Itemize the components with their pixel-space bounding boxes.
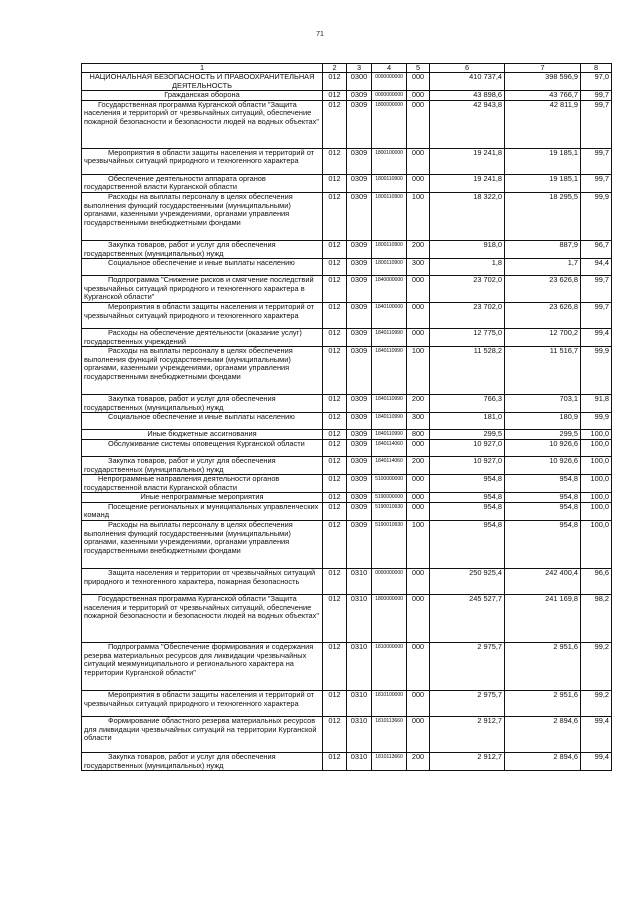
percent-cell: 99,9 — [581, 192, 612, 240]
ministry-code-cell: 012 — [323, 475, 347, 493]
ministry-code-cell: 012 — [323, 493, 347, 503]
budget-table — [81, 63, 612, 771]
target-article-cell: 1810113660 — [372, 717, 407, 753]
target-article-cell: 1840110990 — [372, 430, 407, 440]
target-article-cell: 1840110990 — [372, 328, 407, 346]
expense-type-cell: 100 — [407, 521, 430, 569]
expense-type-cell: 000 — [407, 691, 430, 717]
section-code-cell: 0309 — [347, 174, 372, 192]
section-code-cell: 0310 — [347, 753, 372, 771]
table-row — [82, 328, 612, 346]
row-name-cell: Непрограммные направления деятельности органов государственной власти Курганской области — [82, 475, 323, 493]
actual-amount-cell: 2 894,6 — [505, 717, 581, 753]
target-article-cell: 1840114060 — [372, 456, 407, 474]
plan-amount-cell: 19 241,8 — [430, 148, 505, 174]
percent-cell: 100,0 — [581, 493, 612, 503]
row-name-cell: Закупка товаров, работ и услуг для обеспечения государственных (муниципальных) нужд — [82, 753, 323, 771]
table-row — [82, 430, 612, 440]
row-name-cell: НАЦИОНАЛЬНАЯ БЕЗОПАСНОСТЬ И ПРАВООХРАНИТЕЛЬНАЯ ДЕЯТЕЛЬНОСТЬ — [82, 73, 323, 91]
section-code-cell: 0309 — [347, 439, 372, 456]
table-row — [82, 276, 612, 303]
expense-type-cell: 000 — [407, 439, 430, 456]
row-name-cell: Подпрограмма "Обеспечение формирования и содержания резерва материальных ресурсов для ликвидации чрезвычайных ситуаций межмуниципального и регионального характера на территории Курганской области" — [82, 643, 323, 691]
target-article-cell: 1800100000 — [372, 148, 407, 174]
percent-cell: 99,2 — [581, 643, 612, 691]
header-row — [82, 64, 612, 73]
plan-amount-cell: 10 927,0 — [430, 456, 505, 474]
header-cell: 5 — [407, 64, 430, 73]
target-article-cell: 5190010930 — [372, 502, 407, 520]
expense-type-cell: 300 — [407, 413, 430, 430]
table-row — [82, 643, 612, 691]
expense-type-cell: 100 — [407, 347, 430, 395]
row-name-cell: Расходы на выплаты персоналу в целях обеспечения выполнения функций государственными (муниципальными) органами, казенными учреждениями, органами управления государственными внебюджетными фондами — [82, 347, 323, 395]
percent-cell: 99,9 — [581, 347, 612, 395]
actual-amount-cell: 10 926,6 — [505, 439, 581, 456]
expense-type-cell: 000 — [407, 148, 430, 174]
header-cell: 8 — [581, 64, 612, 73]
section-code-cell: 0310 — [347, 595, 372, 643]
table-row — [82, 240, 612, 258]
row-name-cell: Социальное обеспечение и иные выплаты населению — [82, 259, 323, 276]
expense-type-cell: 200 — [407, 456, 430, 474]
expense-type-cell: 000 — [407, 276, 430, 303]
percent-cell: 99,7 — [581, 302, 612, 328]
table-row — [82, 569, 612, 595]
plan-amount-cell: 2 975,7 — [430, 691, 505, 717]
target-article-cell: 1800110900 — [372, 192, 407, 240]
row-name-cell: Расходы на выплаты персоналу в целях обеспечения выполнения функций государственными (муниципальными) органами, казенными учреждениями, органами управления государственными внебюджетными фондами — [82, 192, 323, 240]
table-body — [82, 73, 612, 771]
target-article-cell: 1800000000 — [372, 595, 407, 643]
section-code-cell: 0309 — [347, 395, 372, 413]
plan-amount-cell: 23 702,0 — [430, 276, 505, 303]
header-cell: 4 — [372, 64, 407, 73]
target-article-cell: 1800110900 — [372, 174, 407, 192]
table-row — [82, 691, 612, 717]
target-article-cell: 1800000000 — [372, 100, 407, 148]
actual-amount-cell: 954,8 — [505, 521, 581, 569]
section-code-cell: 0309 — [347, 240, 372, 258]
target-article-cell: 1840114060 — [372, 439, 407, 456]
table-row — [82, 753, 612, 771]
row-name-cell: Гражданская оборона — [82, 91, 323, 101]
ministry-code-cell: 012 — [323, 569, 347, 595]
plan-amount-cell: 410 737,4 — [430, 73, 505, 91]
expense-type-cell: 000 — [407, 493, 430, 503]
actual-amount-cell: 2 951,6 — [505, 691, 581, 717]
expense-type-cell: 200 — [407, 240, 430, 258]
ministry-code-cell: 012 — [323, 395, 347, 413]
section-code-cell: 0309 — [347, 521, 372, 569]
plan-amount-cell: 954,8 — [430, 502, 505, 520]
expense-type-cell: 000 — [407, 643, 430, 691]
actual-amount-cell: 299,5 — [505, 430, 581, 440]
percent-cell: 100,0 — [581, 475, 612, 493]
actual-amount-cell: 23 626,8 — [505, 302, 581, 328]
plan-amount-cell: 954,8 — [430, 493, 505, 503]
table-row — [82, 413, 612, 430]
target-article-cell: 1840110990 — [372, 347, 407, 395]
table-row — [82, 502, 612, 520]
table-row — [82, 259, 612, 276]
actual-amount-cell: 18 295,5 — [505, 192, 581, 240]
ministry-code-cell: 012 — [323, 328, 347, 346]
ministry-code-cell: 012 — [323, 276, 347, 303]
row-name-cell: Иные бюджетные ассигнования — [82, 430, 323, 440]
table-row — [82, 439, 612, 456]
table-row — [82, 521, 612, 569]
ministry-code-cell: 012 — [323, 259, 347, 276]
table-row — [82, 302, 612, 328]
actual-amount-cell: 703,1 — [505, 395, 581, 413]
percent-cell: 99,7 — [581, 100, 612, 148]
header-cell: 7 — [505, 64, 581, 73]
plan-amount-cell: 11 528,2 — [430, 347, 505, 395]
ministry-code-cell: 012 — [323, 430, 347, 440]
actual-amount-cell: 954,8 — [505, 493, 581, 503]
plan-amount-cell: 954,8 — [430, 521, 505, 569]
expense-type-cell: 100 — [407, 192, 430, 240]
percent-cell: 99,4 — [581, 328, 612, 346]
plan-amount-cell: 299,5 — [430, 430, 505, 440]
ministry-code-cell: 012 — [323, 456, 347, 474]
actual-amount-cell: 1,7 — [505, 259, 581, 276]
ministry-code-cell: 012 — [323, 100, 347, 148]
actual-amount-cell: 19 185,1 — [505, 174, 581, 192]
target-article-cell: 5100000000 — [372, 475, 407, 493]
row-name-cell: Государственная программа Курганской области "Защита населения и территорий от чрезвычайных ситуаций, обеспечение пожарной безопасности и безопасности людей на водных объектах" — [82, 100, 323, 148]
plan-amount-cell: 2 912,7 — [430, 753, 505, 771]
section-code-cell: 0309 — [347, 493, 372, 503]
expense-type-cell: 000 — [407, 569, 430, 595]
ministry-code-cell: 012 — [323, 691, 347, 717]
percent-cell: 99,7 — [581, 174, 612, 192]
ministry-code-cell: 012 — [323, 302, 347, 328]
expense-type-cell: 000 — [407, 91, 430, 101]
actual-amount-cell: 398 596,9 — [505, 73, 581, 91]
target-article-cell: 1810113660 — [372, 753, 407, 771]
header-cell: 1 — [82, 64, 323, 73]
plan-amount-cell: 2 912,7 — [430, 717, 505, 753]
actual-amount-cell: 954,8 — [505, 475, 581, 493]
target-article-cell: 1810000000 — [372, 643, 407, 691]
actual-amount-cell: 19 185,1 — [505, 148, 581, 174]
percent-cell: 98,2 — [581, 595, 612, 643]
section-code-cell: 0309 — [347, 100, 372, 148]
ministry-code-cell: 012 — [323, 240, 347, 258]
percent-cell: 99,7 — [581, 91, 612, 101]
section-code-cell: 0309 — [347, 259, 372, 276]
expense-type-cell: 000 — [407, 73, 430, 91]
section-code-cell: 0309 — [347, 502, 372, 520]
target-article-cell: 1810100000 — [372, 691, 407, 717]
target-article-cell: 1800110900 — [372, 240, 407, 258]
table-row — [82, 717, 612, 753]
plan-amount-cell: 250 925,4 — [430, 569, 505, 595]
expense-type-cell: 200 — [407, 753, 430, 771]
actual-amount-cell: 10 926,6 — [505, 456, 581, 474]
plan-amount-cell: 10 927,0 — [430, 439, 505, 456]
percent-cell: 100,0 — [581, 456, 612, 474]
percent-cell: 99,4 — [581, 717, 612, 753]
expense-type-cell: 000 — [407, 328, 430, 346]
row-name-cell: Закупка товаров, работ и услуг для обеспечения государственных (муниципальных) нужд — [82, 456, 323, 474]
plan-amount-cell: 1,8 — [430, 259, 505, 276]
ministry-code-cell: 012 — [323, 347, 347, 395]
section-code-cell: 0310 — [347, 691, 372, 717]
plan-amount-cell: 954,8 — [430, 475, 505, 493]
row-name-cell: Социальное обеспечение и иные выплаты населению — [82, 413, 323, 430]
row-name-cell: Мероприятия в области защиты населения и территорий от чрезвычайных ситуаций природного и техногенного характера — [82, 691, 323, 717]
header-cell: 2 — [323, 64, 347, 73]
actual-amount-cell: 23 626,8 — [505, 276, 581, 303]
ministry-code-cell: 012 — [323, 192, 347, 240]
table-row — [82, 347, 612, 395]
section-code-cell: 0309 — [347, 302, 372, 328]
expense-type-cell: 000 — [407, 595, 430, 643]
table-row — [82, 174, 612, 192]
header-cell: 6 — [430, 64, 505, 73]
row-name-cell: Мероприятия в области защиты населения и территорий от чрезвычайных ситуаций природного и техногенного характера — [82, 148, 323, 174]
ministry-code-cell: 012 — [323, 595, 347, 643]
section-code-cell: 0310 — [347, 643, 372, 691]
percent-cell: 97,0 — [581, 73, 612, 91]
plan-amount-cell: 181,0 — [430, 413, 505, 430]
ministry-code-cell: 012 — [323, 439, 347, 456]
plan-amount-cell: 12 775,0 — [430, 328, 505, 346]
percent-cell: 99,4 — [581, 753, 612, 771]
plan-amount-cell: 42 943,8 — [430, 100, 505, 148]
actual-amount-cell: 42 811,9 — [505, 100, 581, 148]
section-code-cell: 0300 — [347, 73, 372, 91]
actual-amount-cell: 43 766,7 — [505, 91, 581, 101]
section-code-cell: 0309 — [347, 430, 372, 440]
section-code-cell: 0309 — [347, 91, 372, 101]
plan-amount-cell: 245 527,7 — [430, 595, 505, 643]
row-name-cell: Обслуживание системы оповещения Курганской области — [82, 439, 323, 456]
actual-amount-cell: 954,8 — [505, 502, 581, 520]
expense-type-cell: 000 — [407, 475, 430, 493]
row-name-cell: Обеспечение деятельности аппарата органов государственной власти Курганской области — [82, 174, 323, 192]
row-name-cell: Расходы на выплаты персоналу в целях обеспечения выполнения функций государственными (муниципальными) органами, казенными учреждениями, органами управления государственными внебюджетными фондами — [82, 521, 323, 569]
header-cell: 3 — [347, 64, 372, 73]
actual-amount-cell: 11 516,7 — [505, 347, 581, 395]
row-name-cell: Иные непрограммные мероприятия — [82, 493, 323, 503]
ministry-code-cell: 012 — [323, 91, 347, 101]
ministry-code-cell: 012 — [323, 413, 347, 430]
target-article-cell: 1840110990 — [372, 413, 407, 430]
percent-cell: 100,0 — [581, 439, 612, 456]
expense-type-cell: 000 — [407, 302, 430, 328]
actual-amount-cell: 887,9 — [505, 240, 581, 258]
row-name-cell: Мероприятия в области защиты населения и территорий от чрезвычайных ситуаций природного и техногенного характера — [82, 302, 323, 328]
ministry-code-cell: 012 — [323, 73, 347, 91]
table-row — [82, 100, 612, 148]
row-name-cell: Государственная программа Курганской области "Защита населения и территорий от чрезвычайных ситуаций, обеспечение пожарной безопасности и безопасности людей на водных объектах" — [82, 595, 323, 643]
target-article-cell: 1800110900 — [372, 259, 407, 276]
expense-type-cell: 000 — [407, 174, 430, 192]
plan-amount-cell: 43 898,6 — [430, 91, 505, 101]
percent-cell: 99,7 — [581, 148, 612, 174]
table-row — [82, 192, 612, 240]
target-article-cell: 5190010930 — [372, 521, 407, 569]
actual-amount-cell: 241 169,8 — [505, 595, 581, 643]
expense-type-cell: 200 — [407, 395, 430, 413]
table-row — [82, 456, 612, 474]
section-code-cell: 0309 — [347, 276, 372, 303]
row-name-cell: Закупка товаров, работ и услуг для обеспечения государственных (муниципальных) нужд — [82, 395, 323, 413]
percent-cell: 96,6 — [581, 569, 612, 595]
ministry-code-cell: 012 — [323, 643, 347, 691]
section-code-cell: 0309 — [347, 148, 372, 174]
percent-cell: 91,8 — [581, 395, 612, 413]
page-number: 71 — [316, 31, 324, 38]
table-row — [82, 595, 612, 643]
ministry-code-cell: 012 — [323, 502, 347, 520]
expense-type-cell: 000 — [407, 502, 430, 520]
row-name-cell: Закупка товаров, работ и услуг для обеспечения государственных (муниципальных) нужд — [82, 240, 323, 258]
ministry-code-cell: 012 — [323, 521, 347, 569]
actual-amount-cell: 2 894,6 — [505, 753, 581, 771]
target-article-cell: 5190000000 — [372, 493, 407, 503]
section-code-cell: 0309 — [347, 413, 372, 430]
plan-amount-cell: 918,0 — [430, 240, 505, 258]
actual-amount-cell: 180,9 — [505, 413, 581, 430]
target-article-cell: 0000000000 — [372, 569, 407, 595]
target-article-cell: 1840100000 — [372, 302, 407, 328]
expense-type-cell: 800 — [407, 430, 430, 440]
row-name-cell: Посещение региональных и муниципальных управленческих команд — [82, 502, 323, 520]
section-code-cell: 0310 — [347, 717, 372, 753]
percent-cell: 100,0 — [581, 502, 612, 520]
row-name-cell: Расходы на обеспечение деятельности (оказание услуг) государственных учреждений — [82, 328, 323, 346]
expense-type-cell: 000 — [407, 100, 430, 148]
ministry-code-cell: 012 — [323, 753, 347, 771]
plan-amount-cell: 19 241,8 — [430, 174, 505, 192]
target-article-cell: 1840110990 — [372, 395, 407, 413]
section-code-cell: 0309 — [347, 456, 372, 474]
table-row — [82, 475, 612, 493]
percent-cell: 99,9 — [581, 413, 612, 430]
section-code-cell: 0309 — [347, 192, 372, 240]
target-article-cell: 0000000000 — [372, 73, 407, 91]
actual-amount-cell: 242 400,4 — [505, 569, 581, 595]
percent-cell: 99,7 — [581, 276, 612, 303]
ministry-code-cell: 012 — [323, 174, 347, 192]
table-row — [82, 73, 612, 91]
expense-type-cell: 000 — [407, 717, 430, 753]
plan-amount-cell: 2 975,7 — [430, 643, 505, 691]
expense-type-cell: 300 — [407, 259, 430, 276]
section-code-cell: 0310 — [347, 569, 372, 595]
actual-amount-cell: 2 951,6 — [505, 643, 581, 691]
table-row — [82, 148, 612, 174]
plan-amount-cell: 18 322,0 — [430, 192, 505, 240]
table-row — [82, 91, 612, 101]
actual-amount-cell: 12 700,2 — [505, 328, 581, 346]
percent-cell: 94,4 — [581, 259, 612, 276]
plan-amount-cell: 23 702,0 — [430, 302, 505, 328]
row-name-cell: Формирование областного резерва материальных ресурсов для ликвидации чрезвычайных ситуаций на территории Курганской области — [82, 717, 323, 753]
section-code-cell: 0309 — [347, 328, 372, 346]
section-code-cell: 0309 — [347, 475, 372, 493]
percent-cell: 100,0 — [581, 430, 612, 440]
section-code-cell: 0309 — [347, 347, 372, 395]
ministry-code-cell: 012 — [323, 717, 347, 753]
target-article-cell: 0000000000 — [372, 91, 407, 101]
table-row — [82, 395, 612, 413]
row-name-cell: Подпрограмма "Снижение рисков и смягчение последствий чрезвычайных ситуаций природного и техногенного характера в Курганской области" — [82, 276, 323, 303]
plan-amount-cell: 766,3 — [430, 395, 505, 413]
table-row — [82, 493, 612, 503]
row-name-cell: Защита населения и территории от чрезвычайных ситуаций природного и техногенного характера, пожарная безопасность — [82, 569, 323, 595]
percent-cell: 99,2 — [581, 691, 612, 717]
target-article-cell: 1840000000 — [372, 276, 407, 303]
percent-cell: 96,7 — [581, 240, 612, 258]
ministry-code-cell: 012 — [323, 148, 347, 174]
percent-cell: 100,0 — [581, 521, 612, 569]
